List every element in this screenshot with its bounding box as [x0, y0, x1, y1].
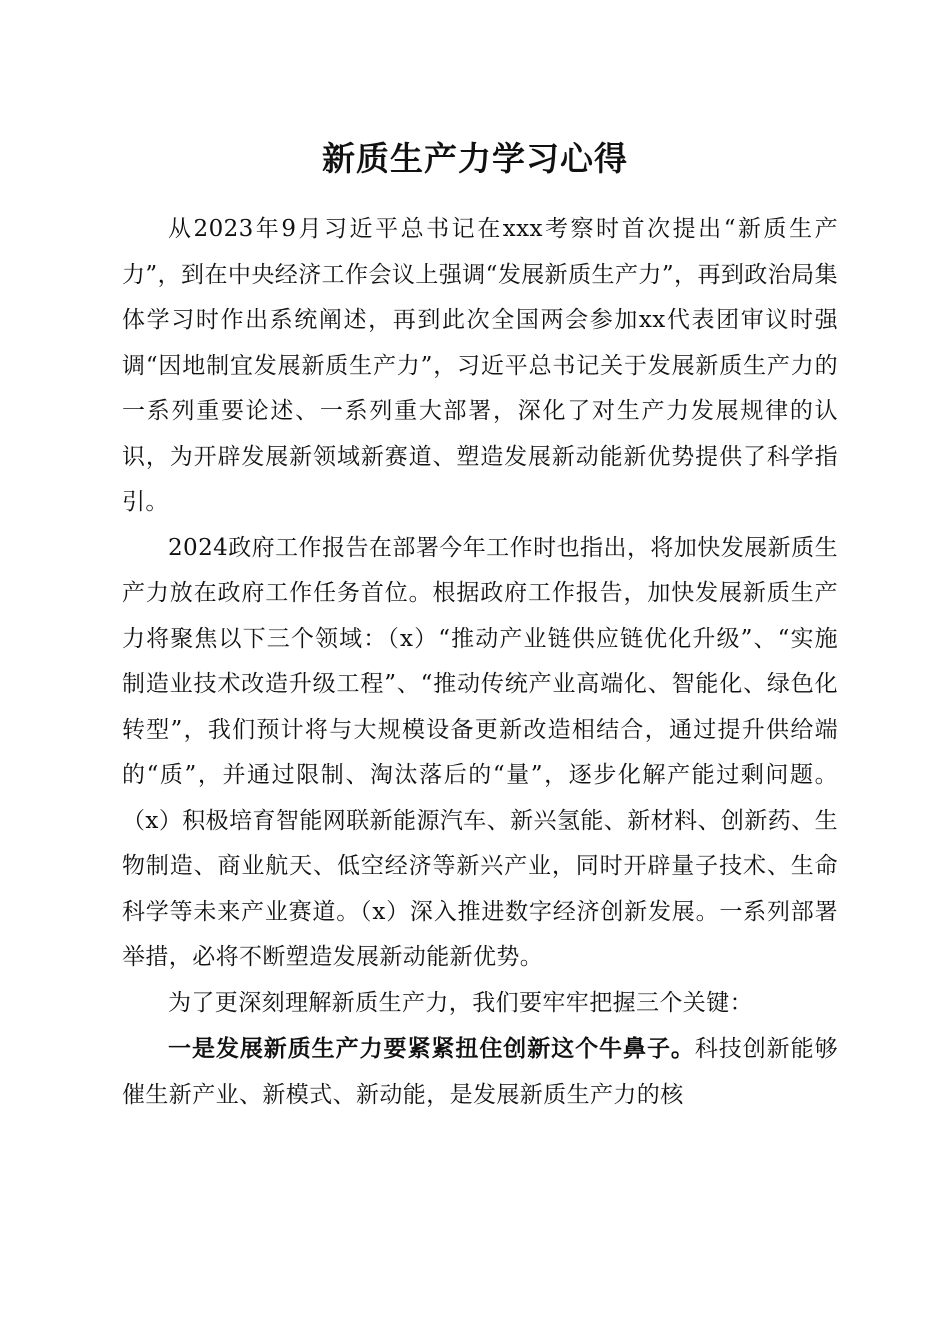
paragraph-3: 为了更深刻理解新质生产力，我们要牢牢把握三个关键：	[168, 989, 753, 1016]
paragraph-1: 从2023年9月习近平总书记在xxx考察时首次提出“新质生产力”，到在中央经济工作会议上强调“发展新质生产力”，再到政治局集体学习时作出系统阐述，再到此次全国两会参加xx代表团审议时强调“因地制宜发展新质生产力”，习近平总书记关于发展新质生产力的一系列重要论述、一系列重大部署，深化了对生产力发展规律的认识，为开辟发展新领域新赛道、塑造发展新动能新优势提供了科学指引。	[122, 216, 838, 515]
paragraph-4-lead: 一是发展新质生产力要紧紧扭住创新这个牛鼻子。	[168, 1035, 695, 1062]
paragraph-4	[122, 1026, 838, 1118]
paragraph-2: 2024政府工作报告在部署今年工作时也指出，将加快发展新质生产力放在政府工作任务首位。根据政府工作报告，加快发展新质生产力将聚焦以下三个领域：（x）“推动产业链供应链优化升级”、“实施制造业技术改造升级工程”、“推动传统产业高端化、智能化、绿色化转型”，我们预计将与大规模设备更新改造相结合，通过提升供给端的“质”，并通过限制、淘汰落后的“量”，逐步化解产能过剩问题。（x）积极培育智能网联新能源汽车、新兴氢能、新材料、创新药、生物制造、商业航天、低空经济等新兴产业，同时开辟量子技术、生命科学等未来产业赛道。（x）深入推进数字经济创新发展。一系列部署举措，必将不断塑造发展新动能新优势。	[122, 534, 838, 970]
paragraph-4-text: 科技创新能够催生新产业、新模式、新动能，是发展新质生产力的核	[122, 1036, 838, 1108]
document-body	[122, 207, 838, 1118]
document-title: 新质生产力学习心得	[322, 139, 628, 178]
